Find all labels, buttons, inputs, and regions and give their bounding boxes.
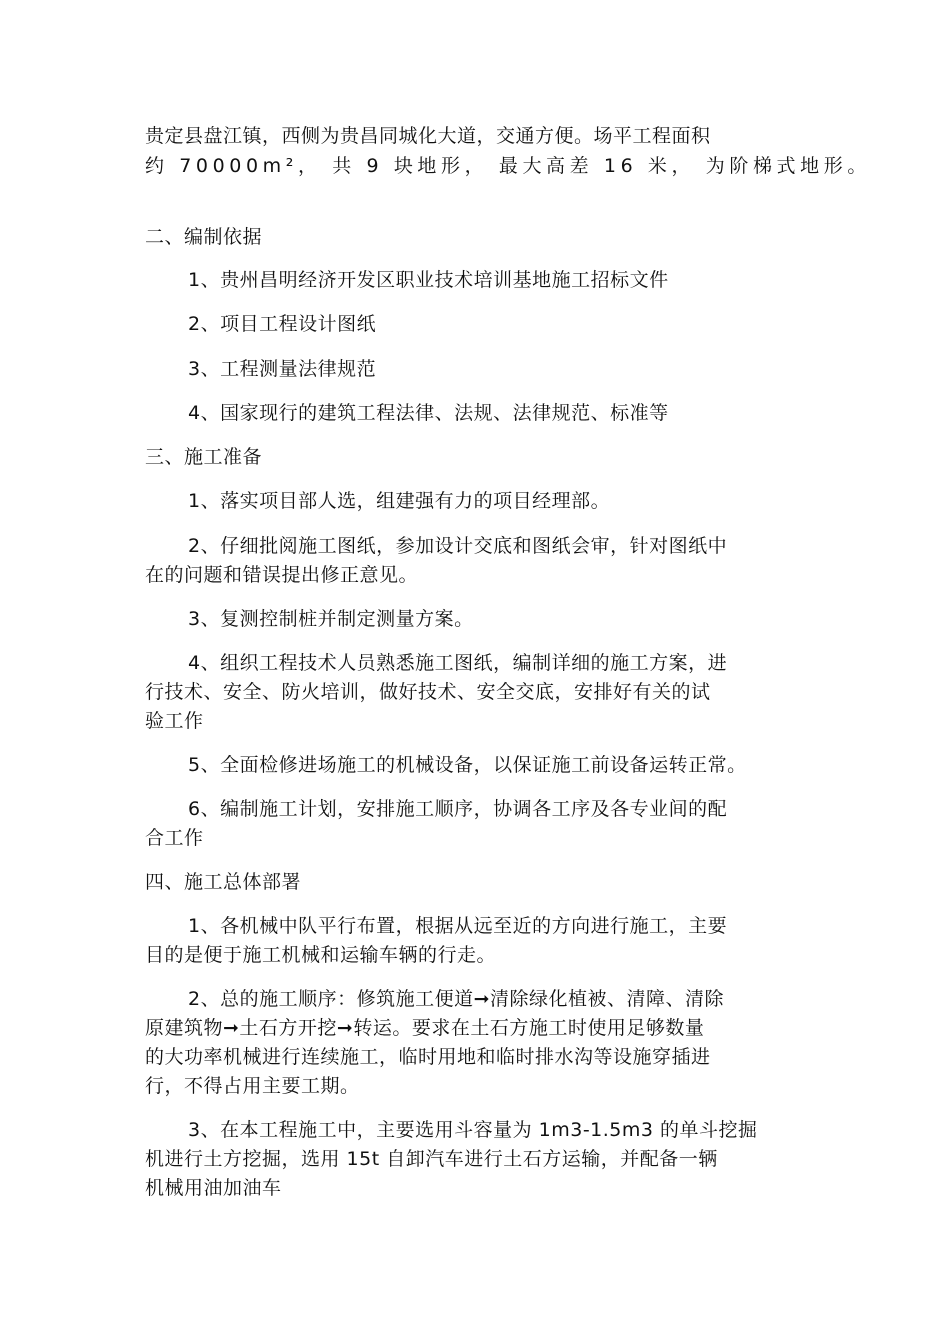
paragraph-line: 在的问题和错误提出修正意见。 (145, 564, 419, 586)
paragraph-line: 5、全面检修进场施工的机械设备，以保证施工前设备运转正常。 (188, 754, 747, 776)
paragraph-line: 6、编制施工计划，安排施工顺序，协调各工序及各专业间的配 (188, 798, 728, 820)
paragraph-line: 机械用油加油车 (145, 1177, 282, 1199)
paragraph-line: 原建筑物➞土石方开挖➞转运。要求在土石方施工时使用足够数量 (145, 1017, 705, 1039)
paragraph-line: 行，不得占用主要工期。 (145, 1075, 360, 1097)
paragraph-line: 的大功率机械进行连续施工，临时用地和临时排水沟等设施穿插进 (145, 1046, 711, 1068)
paragraph-line: 1、贵州昌明经济开发区职业技术培训基地施工招标文件 (188, 269, 669, 291)
paragraph-line: 2、项目工程设计图纸 (188, 313, 377, 335)
paragraph-line: 3、在本工程施工中，主要选用斗容量为 1m3-1.5m3 的单斗挖掘 (188, 1119, 758, 1141)
paragraph-line: 行技术、安全、防火培训，做好技术、安全交底，安排好有关的试 (145, 681, 711, 703)
section-heading: 三、施工准备 (145, 446, 263, 468)
paragraph-line: 目的是便于施工机械和运输车辆的行走。 (145, 944, 497, 966)
paragraph-line: 合工作 (145, 827, 204, 849)
paragraph-line: 4、组织工程技术人员熟悉施工图纸，编制详细的施工方案，进 (188, 652, 728, 674)
paragraph-line: 机进行土方挖掘，选用 15t 自卸汽车进行土石方运输，并配备一辆 (145, 1148, 718, 1170)
paragraph-line: 验工作 (145, 710, 204, 732)
paragraph-line: 1、各机械中队平行布置，根据从远至近的方向进行施工，主要 (188, 915, 728, 937)
paragraph-line: 3、工程测量法律规范 (188, 358, 377, 380)
intro-line-1: 贵定县盘江镇，西侧为贵昌同城化大道，交通方便。场平工程面积 (145, 125, 711, 147)
paragraph-line: 4、国家现行的建筑工程法律、法规、法律规范、标准等 (188, 402, 669, 424)
section-heading: 四、施工总体部署 (145, 871, 302, 893)
paragraph-line: 1、落实项目部人选，组建强有力的项目经理部。 (188, 490, 611, 512)
paragraph-line: 2、仔细批阅施工图纸，参加设计交底和图纸会审，针对图纸中 (188, 535, 728, 557)
paragraph-line: 2、总的施工顺序：修筑施工便道➞清除绿化植被、清障、清除 (188, 988, 725, 1010)
intro-line-2: 约 70000m²， 共 9 块地形， 最大高差 16 米， 为阶梯式地形。 (145, 155, 871, 177)
paragraph-line: 3、复测控制桩并制定测量方案。 (188, 608, 474, 630)
section-heading: 二、编制依据 (145, 226, 263, 248)
